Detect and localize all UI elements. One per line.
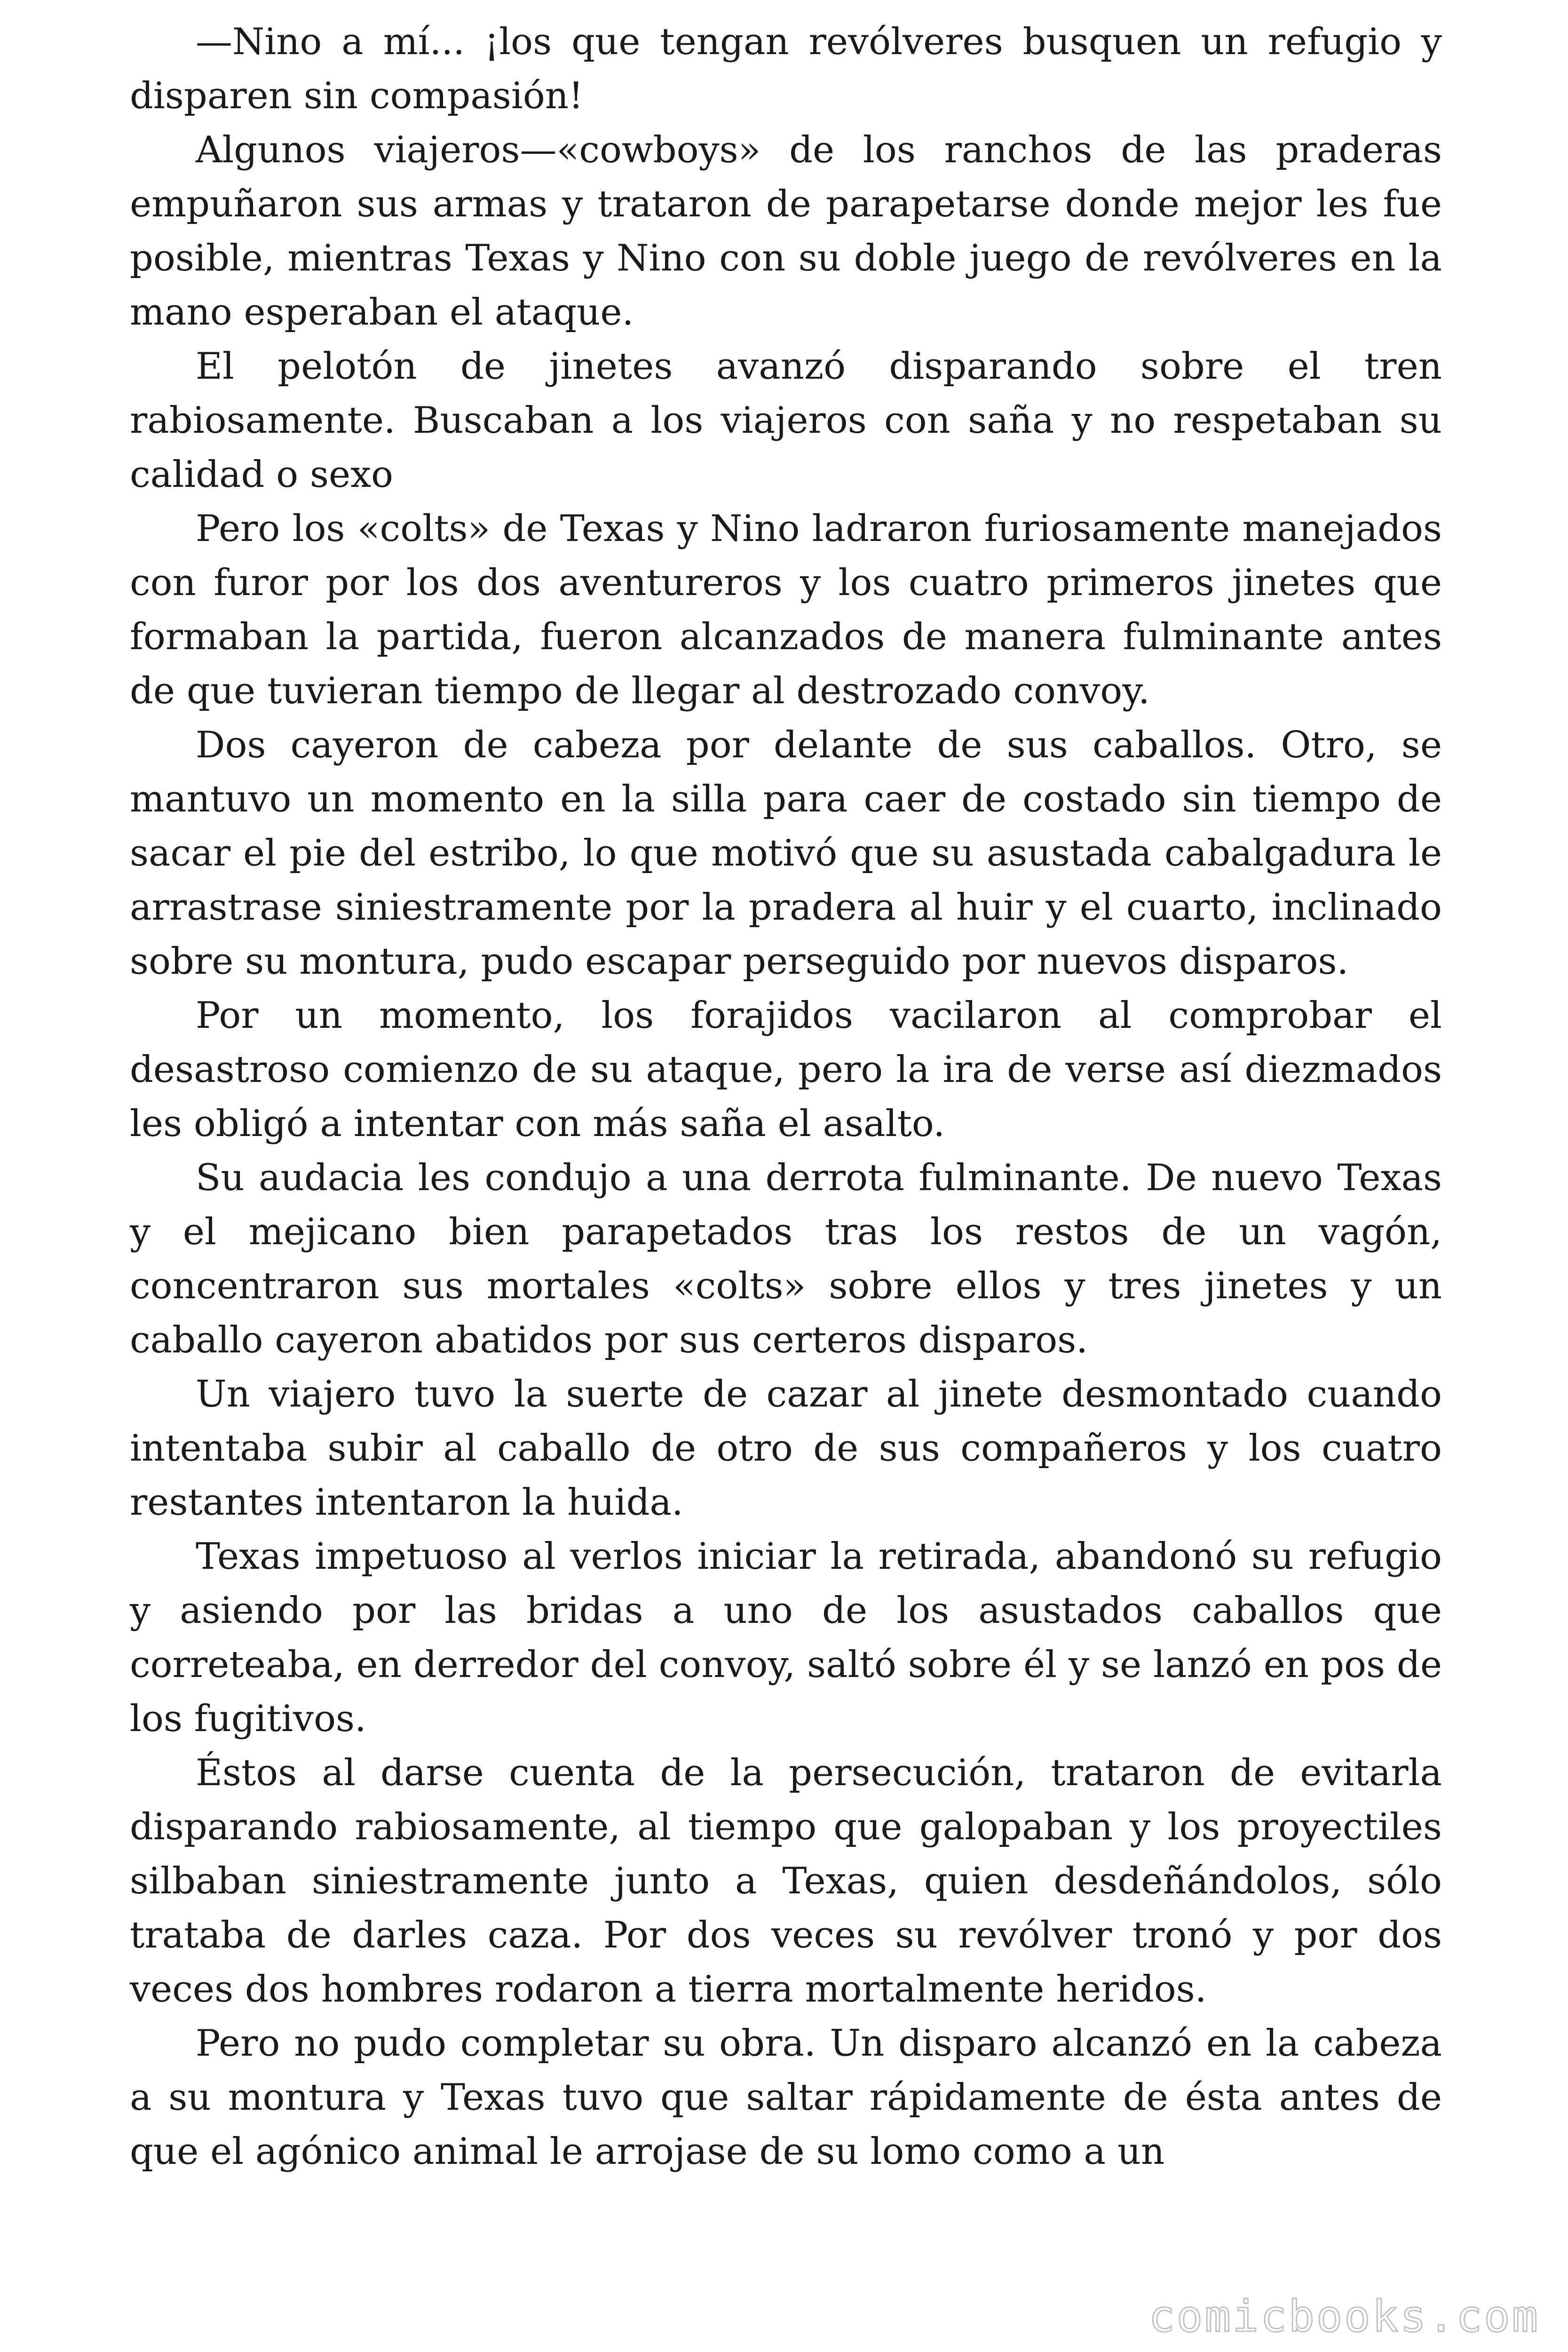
paragraph: —Nino a mí... ¡los que tengan revólveres busquen un refugio y disparen sin compasión!: [130, 21, 1442, 117]
paragraph: Por un momento, los forajidos vacilaron al comprobar el desastroso comienzo de su ataque, pero la ira de verse así diezmados les obligó a intentar con más saña el asalto.: [130, 994, 1442, 1145]
paragraph: Dos cayeron de cabeza por delante de sus caballos. Otro, se mantuvo un momento en la silla para caer de costado sin tiempo de sacar el pie del estribo, lo que motivó que su asustada cabalgadura le arrastrase siniestramente por la pradera al huir y el cuarto, inclinado sobre su montura, pudo escapar perseguido por nuevos disparos.: [130, 724, 1442, 983]
paragraph: Texas impetuoso al verlos iniciar la retirada, abandonó su refugio y asiendo por las bridas a uno de los asustados caballos que correteaba, en derredor del convoy, saltó sobre él y se lanzó en pos de los fugitivos.: [130, 1535, 1442, 1740]
paragraph: Éstos al darse cuenta de la persecución, trataron de evitarla disparando rabiosamente, al tiempo que galopaban y los proyectiles silbaban siniestramente junto a Texas, quien desdeñándolos, sólo trataba de darles caza. Por dos veces su revólver tronó y por dos veces dos hombres rodaron a tierra mortalmente heridos.: [130, 1752, 1442, 2010]
paragraph: Su audacia les condujo a una derrota fulminante. De nuevo Texas y el mejicano bien parapetados tras los restos de un vagón, concentraron sus mortales «colts» sobre ellos y tres jinetes y un caballo cayeron abatidos por sus certeros disparos.: [130, 1157, 1442, 1361]
paragraph: El pelotón de jinetes avanzó disparando sobre el tren rabiosamente. Buscaban a los viajeros con saña y no respetaban su calidad o sexo: [130, 345, 1442, 496]
page-text: [130, 15, 1442, 2179]
paragraph: Pero los «colts» de Texas y Nino ladraron furiosamente manejados con furor por los dos aventureros y los cuatro primeros jinetes que formaban la partida, fueron alcanzados de manera fulminante antes de que tuvieran tiempo de llegar al destrozado convoy.: [130, 508, 1442, 712]
paragraph: Pero no pudo completar su obra. Un disparo alcanzó en la cabeza a su montura y Texas tuvo que saltar rápidamente de ésta antes de que el agónico animal le arrojase de su lomo como a un: [130, 2022, 1442, 2173]
watermark: comicbooks.com: [1148, 2291, 1540, 2342]
paragraph: Un viajero tuvo la suerte de cazar al jinete desmontado cuando intentaba subir al caballo de otro de sus compañeros y los cuatro restantes intentaron la huida.: [130, 1373, 1442, 1524]
paragraph: Algunos viajeros—«cowboys» de los ranchos de las praderas empuñaron sus armas y trataron de parapetarse donde mejor les fue posible, mientras Texas y Nino con su doble juego de revólveres en la mano esperaban el ataque.: [130, 129, 1442, 334]
